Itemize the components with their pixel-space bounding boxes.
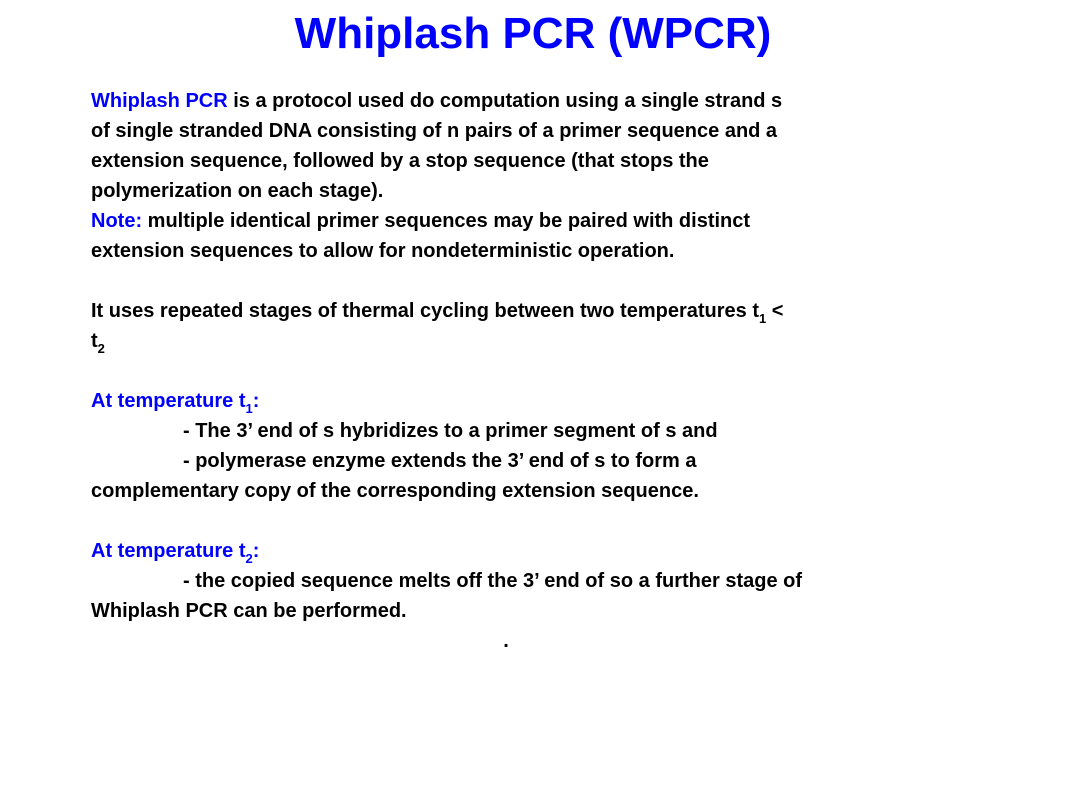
slide-body <box>91 86 951 656</box>
cycling-text: It uses repeated stages of thermal cycling between two temperatures t <box>91 300 759 322</box>
cycling-subscript-1: 1 <box>758 311 767 326</box>
intro-line-1-text: is a protocol used do computation using a single strand s <box>227 90 783 112</box>
cycling-line-2 <box>91 326 951 356</box>
intro-line-2: of single stranded DNA consisting of n pairs of a primer sequence and a <box>91 120 778 142</box>
t1-heading <box>91 386 951 416</box>
cycling-t: t <box>91 330 98 352</box>
note-line-2: extension sequences to allow for nondeterministic operation. <box>91 240 675 262</box>
t2-heading <box>91 536 951 566</box>
spacer <box>91 266 951 296</box>
note-line-1-text: multiple identical primer sequences may be paired with distinct <box>142 210 751 232</box>
cycling-subscript-2: 2 <box>97 341 105 356</box>
cycling-less-than: < <box>766 300 784 322</box>
cycling-line-1 <box>91 296 951 326</box>
t2-heading-text: At temperature t <box>91 540 246 562</box>
t1-heading-subscript: 1 <box>245 401 253 416</box>
t1-continuation: complementary copy of the corresponding extension sequence. <box>91 480 699 502</box>
intro-term: Whiplash PCR <box>91 90 228 112</box>
spacer <box>91 506 951 536</box>
spacer <box>91 356 951 386</box>
slide-title: Whiplash PCR (WPCR) <box>294 9 772 58</box>
t2-heading-subscript: 2 <box>245 551 253 566</box>
t1-heading-colon: : <box>252 390 260 412</box>
t2-continuation: Whiplash PCR can be performed. <box>91 600 407 622</box>
t2-bullet-1: - the copied sequence melts off the 3’ end of so a further stage of <box>183 570 802 592</box>
t1-bullet-2: - polymerase enzyme extends the 3’ end of s to form a <box>183 450 697 472</box>
intro-line-1 <box>91 86 951 116</box>
intro-line-3: extension sequence, followed by a stop sequence (that stops the <box>91 150 709 172</box>
intro-line-4: polymerization on each stage). <box>91 180 384 202</box>
note-label: Note: <box>91 210 143 232</box>
note-line-1 <box>91 206 951 236</box>
t1-heading-text: At temperature t <box>91 390 246 412</box>
t2-heading-colon: : <box>252 540 260 562</box>
t1-bullet-1: - The 3’ end of s hybridizes to a primer segment of s and <box>183 420 718 442</box>
trailing-dot: . <box>503 630 509 652</box>
